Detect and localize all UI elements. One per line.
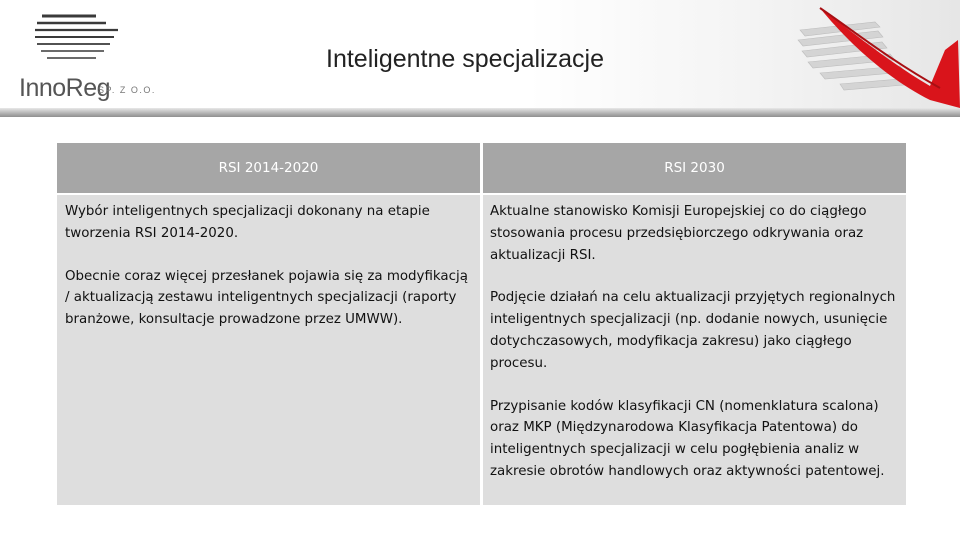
comparison-table: [57, 143, 906, 505]
logo-text: InnoReg: [19, 74, 111, 102]
cell-paragraph: Aktualne stanowisko Komisji Europejskiej co do ciągłego stosowania procesu przedsiębiorczego odkrywania oraz aktualizacji RSI.: [490, 204, 867, 263]
cell-paragraph: Przypisanie kodów klasyfikacji CN (nomenklatura scalona) oraz MKP (Międzynarodowa Klasyfikacja Patentowa) do inteligentnych specjalizacji w celu pogłębienia analiz w zakresie obrotów handlowych oraz aktywności patentowej.: [490, 398, 885, 479]
logo-suffix: SP. Z O.O.: [98, 85, 156, 95]
table-cell-rsi-2014-2020: [57, 195, 480, 505]
header-divider: [0, 108, 960, 117]
cell-paragraph: Obecnie coraz więcej przesłanek pojawia się za modyfikacją / aktualizacją zestawu inteligentnych specjalizacji (raporty branżowe, konsultacje prowadzone przez UMWW).: [65, 268, 468, 328]
cell-paragraph: Wybór inteligentnych specjalizacji dokonany na etapie tworzenia RSI 2014-2020.: [65, 204, 430, 241]
table-cell-rsi-2030: [483, 195, 906, 505]
cell-paragraph: Podjęcie działań na celu aktualizacji przyjętych regionalnych inteligentnych specjalizacji (np. dodanie nowych, usunięcie dotychczasowych, modyfikacja zakresu) jako ciągłego procesu.: [490, 290, 896, 371]
table-header-rsi-2030: RSI 2030: [483, 143, 906, 193]
table-header-rsi-2014-2020: RSI 2014-2020: [57, 143, 480, 193]
page-title: Inteligentne specjalizacje: [326, 45, 604, 73]
decorative-sheets-icon: [780, 0, 960, 108]
